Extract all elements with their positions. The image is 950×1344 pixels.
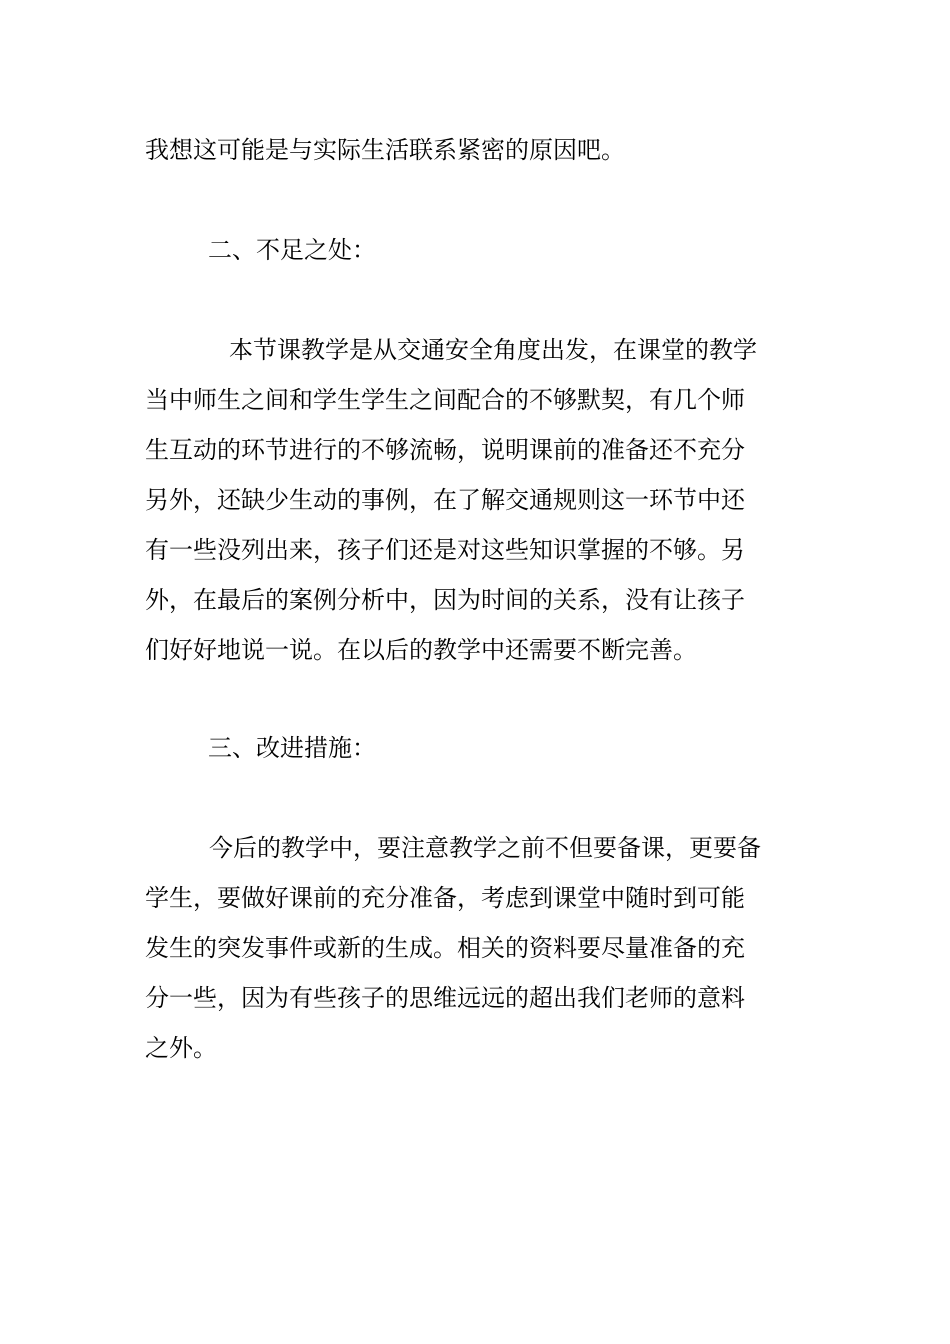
text-line: 发生的突发事件或新的生成。相关的资料要尽量准备的充 <box>145 934 745 962</box>
section-heading: 二、不足之处： <box>208 236 376 264</box>
text-line: 分一些，因为有些孩子的思维远远的超出我们老师的意料 <box>145 984 745 1012</box>
text-line: 有一些没列出来，孩子们还是对这些知识掌握的不够。另 <box>145 536 745 564</box>
paragraph-improvements <box>145 823 810 1073</box>
text-line: 本节课教学是从交通安全角度出发，在课堂的教学 <box>229 336 757 364</box>
paragraph-shortcomings <box>145 325 810 675</box>
text-line: 我想这可能是与实际生活联系紧密的原因吧。 <box>145 136 625 164</box>
text-line: 另外，还缺少生动的事例，在了解交通规则这一环节中还 <box>145 486 745 514</box>
text-line: 们好好地说一说。在以后的教学中还需要不断完善。 <box>145 636 697 664</box>
text-line: 学生，要做好课前的充分准备，考虑到课堂中随时到可能 <box>145 884 745 912</box>
section-heading: 三、改进措施： <box>208 734 376 762</box>
text-line: 之外。 <box>145 1034 217 1062</box>
paragraph-intro <box>145 125 810 175</box>
heading-improvements <box>145 723 810 773</box>
text-line: 今后的教学中，要注意教学之前不但要备课，更要备 <box>209 834 761 862</box>
text-line: 当中师生之间和学生学生之间配合的不够默契，有几个师 <box>145 386 745 414</box>
text-line: 外，在最后的案例分析中，因为时间的关系，没有让孩子 <box>145 586 745 614</box>
document-page <box>145 0 810 1344</box>
text-line: 生互动的环节进行的不够流畅，说明课前的准备还不充分 <box>145 436 745 464</box>
heading-shortcomings <box>145 225 810 275</box>
